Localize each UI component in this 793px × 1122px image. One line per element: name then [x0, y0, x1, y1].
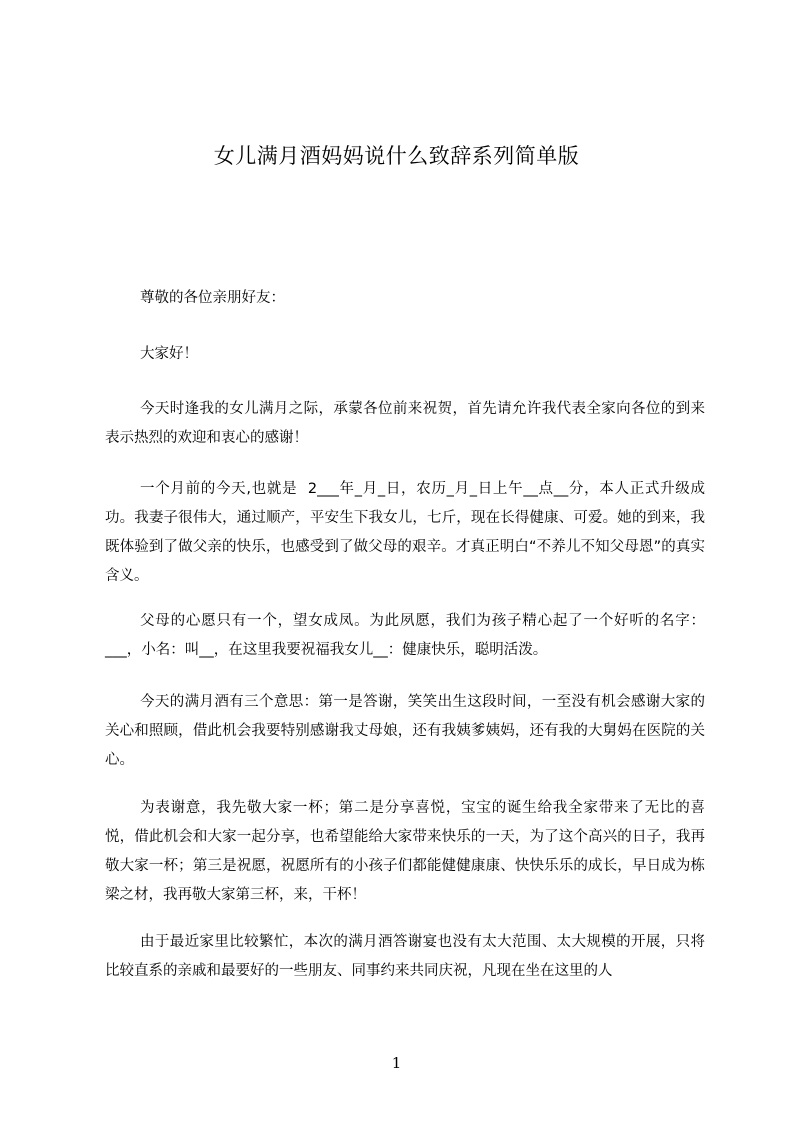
paragraph-hello: 大家好！ [140, 346, 198, 362]
paragraph-thanks: 今天的满月酒有三个意思：第一是答谢，笑笑出生这段时间，一至没有机会感谢大家的关心和照顾，借此机会我要特别感谢我丈母娘，还有我姨爹姨妈，还有我的大舅妈在医院的关心。 [105, 694, 705, 768]
paragraph-birth: 一个月前的今天,也就是 2___年_月_日，农历_月_日上午__点__分，本人正式升级成功。我妻子很伟大，通过顺产，平安生下我女儿，七斤，现在长得健康、可爱。她的到来，我既体验到了做父亲的快乐，也感受到了做父母的艰辛。才真正明白“不养儿不知父母恩”的真实含义。 [105, 481, 705, 584]
page-number: 1 [391, 1054, 402, 1072]
paragraph-toasts: 为表谢意，我先敬大家一杯；第二是分享喜悦，宝宝的诞生给我全家带来了无比的喜悦，借此机会和大家一起分享，也希望能给大家带来快乐的一天，为了这个高兴的日子，我再敬大家一杯；第三是祝愿，祝愿所有的小孩子们都能健健康康、快快乐乐的成长，早日成为栋梁之材，我再敬大家第三杯，来，干杯！ [105, 800, 705, 903]
paragraph-closing: 由于最近家里比较繁忙，本次的满月酒答谢宴也没有太大范围、太大规模的开展，只将比较直系的亲戚和最要好的一些朋友、同事约来共同庆祝，凡现在坐在这里的人 [105, 934, 705, 979]
paragraph-greeting: 尊敬的各位亲朋好友： [140, 290, 285, 306]
document-title: 女儿满月酒妈妈说什么致辞系列简单版 [213, 144, 580, 168]
paragraph-welcome: 今天时逢我的女儿满月之际，承蒙各位前来祝贺，首先请允许我代表全家向各位的到来表示热烈的欢迎和衷心的感谢！ [105, 401, 705, 446]
paragraph-naming: 父母的心愿只有一个，望女成凤。为此夙愿，我们为孩子精心起了一个好听的名字：___，小名：叫__，在这里我要祝福我女儿__：健康快乐，聪明活泼。 [105, 613, 705, 658]
